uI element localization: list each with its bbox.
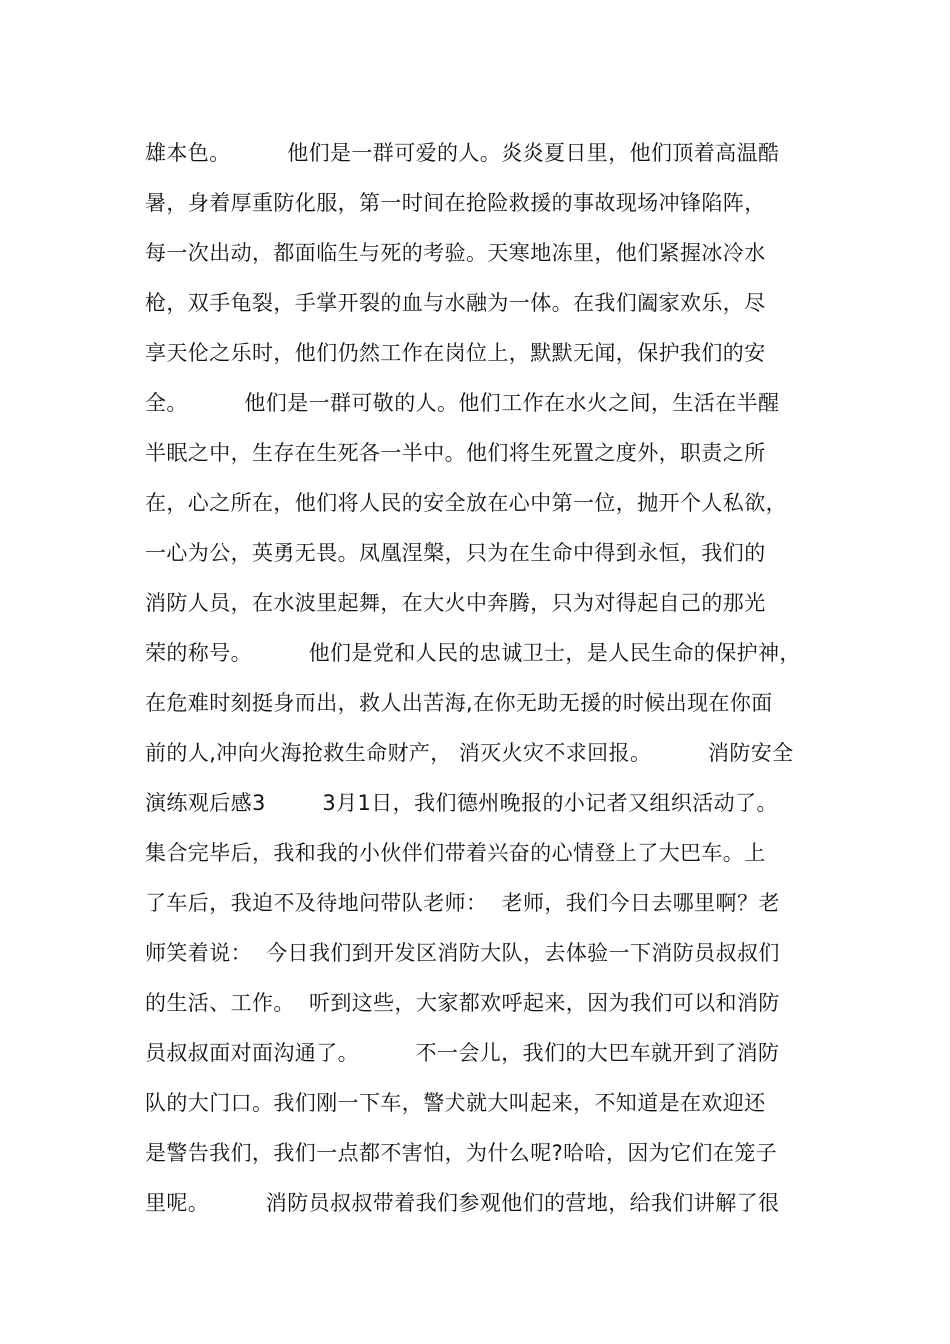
text-line-10: 消防人员，在水波里起舞，在大火中奔腾，只为对得起自己的那光 — [145, 591, 766, 615]
text-line-15: 集合完毕后，我和我的小伙伴们带着兴奋的心情登上了大巴车。上 — [145, 841, 766, 865]
text-line-19: 员叔叔面对面沟通了。 不一会儿，我们的大巴车就开到了消防 — [145, 1041, 780, 1065]
text-line-8: 在，心之所在，他们将人民的安全放在心中第一位，抛开个人私欲， — [145, 491, 787, 515]
body-text — [145, 128, 825, 1228]
text-line-14: 演练观后感3 3月1日，我们德州晚报的小记者又组织活动了。 — [145, 791, 778, 815]
text-line-9: 一心为公，英勇无畏。凤凰涅槃，只为在生命中得到永恒，我们的 — [145, 541, 766, 565]
text-line-22: 里呢。 消防员叔叔带着我们参观他们的营地，给我们讲解了很 — [145, 1191, 780, 1215]
text-line-17: 师笑着说： 今日我们到开发区消防大队，去体验一下消防员叔叔们 — [145, 941, 780, 965]
text-line-18: 的生活、工作。 听到这些，大家都欢呼起来，因为我们可以和消防 — [145, 991, 780, 1015]
text-line-21: 是警告我们，我们一点都不害怕，为什么呢?哈哈，因为它们在笼子 — [145, 1141, 778, 1165]
text-line-1: 雄本色。 他们是一群可爱的人。炎炎夏日里，他们顶着高温酷 — [145, 141, 780, 165]
text-line-12: 在危难时刻挺身而出，救人出苦海,在你无助无援的时候出现在你面 — [145, 691, 773, 715]
text-line-4: 枪，双手龟裂，手掌开裂的血与水融为一体。在我们阖家欢乐，尽 — [145, 291, 766, 315]
text-line-11: 荣的称号。 他们是党和人民的忠诚卫士，是人民生命的保护神， — [145, 641, 801, 665]
text-line-6: 全。 他们是一群可敬的人。他们工作在水火之间，生活在半醒 — [145, 391, 780, 415]
text-line-3: 每一次出动，都面临生与死的考验。天寒地冻里，他们紧握冰冷水 — [145, 241, 766, 265]
text-line-13: 前的人,冲向火海抢救生命财产， 消灭火灾不求回报。 消防安全 — [145, 741, 794, 765]
text-line-5: 享天伦之乐时，他们仍然工作在岗位上，默默无闻，保护我们的安 — [145, 341, 766, 365]
text-line-2: 暑，身着厚重防化服，第一时间在抢险救援的事故现场冲锋陷阵， — [145, 191, 766, 215]
text-line-16: 了车后，我迫不及待地问带队老师： 老师，我们今日去哪里啊？老 — [145, 891, 780, 915]
text-line-7: 半眠之中，生存在生死各一半中。他们将生死置之度外，职责之所 — [145, 441, 766, 465]
text-line-20: 队的大门口。我们刚一下车，警犬就大叫起来，不知道是在欢迎还 — [145, 1091, 766, 1115]
